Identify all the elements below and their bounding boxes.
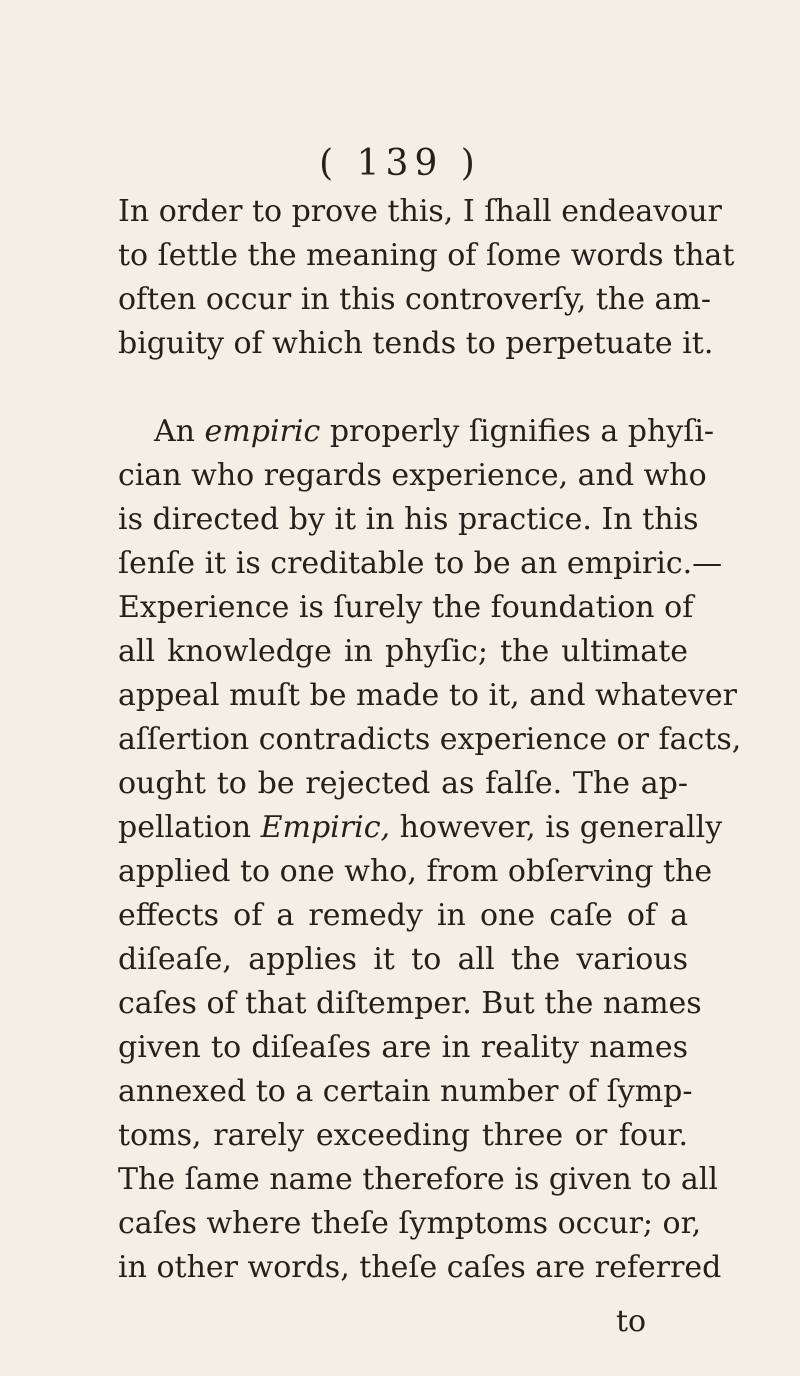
- text-line: given to diſeaſes are in reality names: [118, 1030, 688, 1065]
- page-number: ( 139 ): [319, 143, 481, 184]
- italic-term: Empiric,: [260, 810, 391, 845]
- text-line: applied to one who, from obſerving the: [118, 854, 713, 889]
- text-line: in other words, theſe caſes are referred: [118, 1250, 722, 1285]
- text-line: is directed by it in his practice. In this: [118, 502, 699, 537]
- text-line: aſſertion contradicts experience or facts,: [118, 722, 742, 757]
- text-line: appeal muſt be made to it, and whatever: [118, 678, 737, 713]
- text-line: diſeaſe, applies it to all the various: [118, 942, 688, 977]
- text-line: ſenſe it is creditable to be an empiric.—: [118, 546, 723, 581]
- text-line: In order to prove this, I ſhall endeavour: [118, 194, 722, 229]
- text-line: often occur in this controverſy, the am-: [118, 282, 712, 317]
- line-rest: however, is generally: [399, 810, 723, 845]
- text-line: caſes where theſe ſymptoms occur; or,: [118, 1206, 702, 1241]
- text-line: The ſame name therefore is given to all: [118, 1162, 718, 1197]
- text-line: effects of a remedy in one caſe of a: [118, 898, 688, 933]
- text-line: caſes of that diſtemper. But the names: [118, 986, 702, 1021]
- line-word: An: [154, 414, 195, 449]
- text-line: annexed to a certain number of ſymp-: [118, 1074, 693, 1109]
- text-line: all knowledge in phyſic; the ultimate: [118, 634, 688, 669]
- text-line: Experience is ſurely the foundation of: [118, 590, 694, 625]
- text-line: ought to be rejected as falſe. The ap-: [118, 766, 688, 801]
- text-line: toms, rarely exceeding three or four.: [118, 1118, 688, 1153]
- line-word: pellation: [118, 810, 252, 845]
- italic-term: empiric: [204, 414, 321, 449]
- text-line: to ſettle the meaning of ſome words that: [118, 238, 735, 273]
- text-line: [118, 412, 715, 456]
- text-line: biguity of which tends to perpetuate it.: [118, 326, 714, 361]
- text-line: cian who regards experience, and who: [118, 458, 707, 493]
- catchword: to: [616, 1304, 647, 1339]
- text-line: [118, 808, 723, 852]
- line-rest: properly ſignifies a phyſi-: [329, 414, 715, 449]
